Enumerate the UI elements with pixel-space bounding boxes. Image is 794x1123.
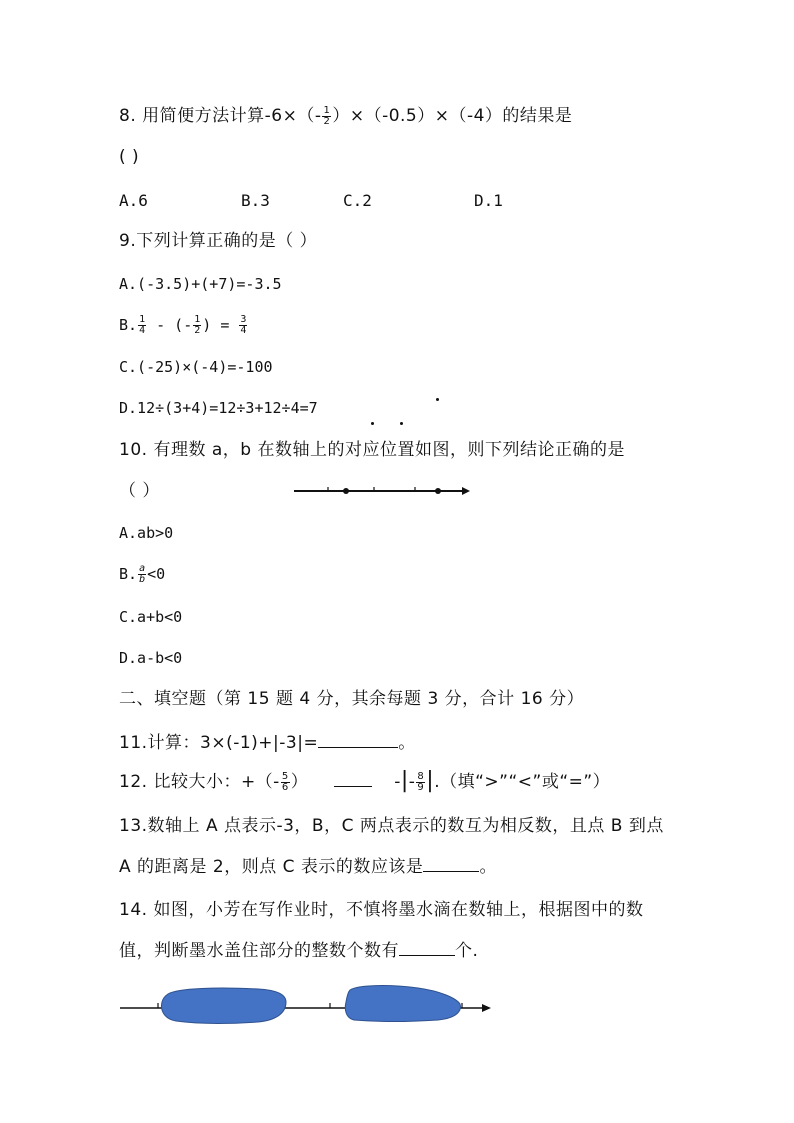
q9-stem: 9.下列计算正确的是（ ） bbox=[119, 231, 318, 251]
q8-option-c: C.2 bbox=[343, 191, 372, 210]
q11-answer-blank[interactable] bbox=[318, 731, 398, 748]
q10-stem: 10. 有理数 a，b 在数轴上的对应位置如图，则下列结论正确的是 bbox=[119, 440, 625, 460]
q9-b-frac-3: $\frac{3}{4}$ bbox=[240, 314, 247, 336]
q10-answer-paren: （ ） bbox=[119, 481, 160, 501]
q8-option-a: A.6 bbox=[119, 191, 148, 210]
q12: 12. 比较大小：+（- $\frac{5}{6}$ ） -|- $\frac{8}{9}$ |.（填“>”“<”或“=”） bbox=[119, 768, 611, 793]
stray-mark bbox=[400, 422, 403, 425]
q10-b-frac: $\frac{a}{b}$ bbox=[139, 563, 146, 585]
q12-frac-1: $\frac{5}{6}$ bbox=[281, 770, 289, 793]
q14-line-2: 值，判断墨水盖住部分的整数个数有 个. bbox=[119, 941, 479, 961]
q14-number-line bbox=[118, 980, 498, 1030]
q14-answer-blank[interactable] bbox=[399, 939, 455, 956]
q10-option-a: A.ab>0 bbox=[119, 524, 174, 542]
section-heading: 二、填空题（第 15 题 4 分，其余每题 3 分，合计 16 分） bbox=[119, 689, 585, 709]
ink-blot-left bbox=[162, 988, 286, 1023]
q10-option-b: B. $\frac{a}{b}$ <0 bbox=[119, 563, 166, 585]
q14-line-1: 14. 如图，小芳在写作业时，不慎将墨水滴在数轴上，根据图中的数 bbox=[119, 900, 644, 920]
stray-mark bbox=[436, 398, 439, 401]
q10-option-c: C.a+b<0 bbox=[119, 608, 183, 626]
q8-option-b: B.3 bbox=[241, 191, 270, 210]
ink-blot-right bbox=[345, 986, 460, 1022]
q9-b-frac-1: $\frac{1}{4}$ bbox=[139, 314, 146, 336]
q13-line-2: A 的距离是 2，则点 C 表示的数应该是 。 bbox=[119, 857, 497, 877]
q11: 11.计算：3×(-1)+|-3|= 。 bbox=[119, 733, 416, 753]
axis-arrow bbox=[462, 487, 470, 495]
q13-answer-blank[interactable] bbox=[423, 855, 479, 872]
q10-number-line bbox=[292, 481, 474, 501]
q8-stem bbox=[119, 104, 572, 128]
q8-fraction: $\frac{1}{2}$ bbox=[323, 104, 331, 127]
q10-option-d: D.a-b<0 bbox=[119, 649, 183, 667]
q8-text-b: ）×（-0.5）×（-4）的结果是 bbox=[332, 106, 573, 126]
q12-frac-2: $\frac{8}{9}$ bbox=[417, 770, 425, 793]
q12-answer-blank[interactable] bbox=[334, 770, 372, 787]
q9-option-b: B. $\frac{1}{4}$ - (- $\frac{1}{2}$ ) = $\frac{3}{4}$ bbox=[119, 314, 247, 336]
q8-text-a: 8. 用简便方法计算-6×（- bbox=[119, 106, 322, 126]
axis-arrow bbox=[482, 1004, 491, 1012]
q9-option-c: C.(-25)×(-4)=-100 bbox=[119, 358, 273, 376]
point-b bbox=[435, 488, 441, 494]
q13-line-1: 13.数轴上 A 点表示-3，B，C 两点表示的数互为相反数，且点 B 到点 bbox=[119, 816, 664, 836]
q9-option-d: D.12÷(3+4)=12÷3+12÷4=7 bbox=[119, 399, 318, 417]
point-a bbox=[343, 488, 349, 494]
q8-option-d: D.1 bbox=[474, 191, 503, 210]
q8-answer-paren: ( ) bbox=[119, 147, 140, 167]
q12-abs-bar: | bbox=[426, 768, 435, 793]
q9-b-frac-2: $\frac{1}{2}$ bbox=[194, 314, 201, 336]
q9-option-a: A.(-3.5)+(+7)=-3.5 bbox=[119, 275, 282, 293]
stray-mark bbox=[371, 422, 374, 425]
q12-abs-bar: | bbox=[400, 768, 409, 793]
